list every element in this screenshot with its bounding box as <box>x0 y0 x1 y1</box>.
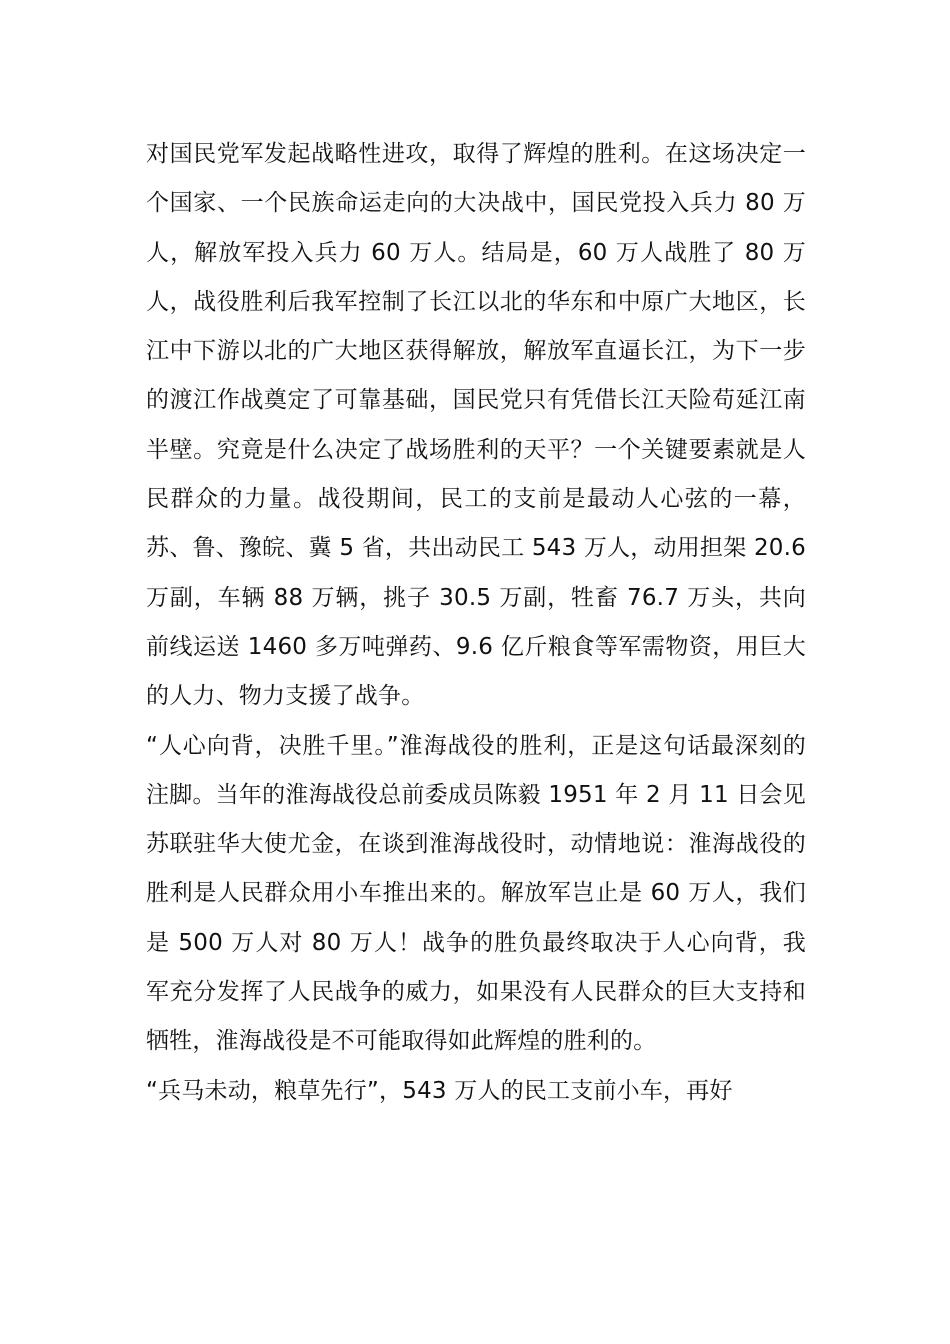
paragraph-3: “兵马未动，粮草先行”，543 万人的民工支前小车，再好 <box>146 1077 733 1104</box>
paragraph-1: 对国民党军发起战略性进攻，取得了辉煌的胜利。在这场决定一个国家、一个民族命运走向的大决战中，国民党投入兵力 80 万人，解放军投入兵力 60 万人。结局是，60 万人战胜了 80 万人，战役胜利后我军控制了长江以北的华东和中原广大地区，长江中下游以北的广大地区获得解放，解放军直逼长江，为下一步的渡江作战奠定了可靠基础，国民党只有凭借长江天险苟延江南半壁。究竟是什么决定了战场胜利的天平？一个关键要素就是人民群众的力量。战役期间，民工的支前是最动人心弦的一幕，苏、鲁、豫皖、冀 5 省，共出动民工 543 万人，动用担架 20.6 万副，车辆 88 万辆，挑子 30.5 万副，牲畜 76.7 万头，共向前线运送 1460 多万吨弹药、9.6 亿斤粮食等军需物资，用巨大的人力、物力支援了战争。 <box>146 141 806 710</box>
document-body <box>146 130 806 1116</box>
paragraph-2: “人心向背，决胜千里。”淮海战役的胜利，正是这句话最深刻的注脚。当年的淮海战役总前委成员陈毅 1951 年 2 月 11 日会见苏联驻华大使尤金，在谈到淮海战役时，动情地说：淮海战役的胜利是人民群众用小车推出来的。解放军岂止是 60 万人，我们是 500 万人对 80 万人！战争的胜负最终取决于人心向背，我军充分发挥了人民战争的威力，如果没有人民群众的巨大支持和牺牲，淮海战役是不可能取得如此辉煌的胜利的。 <box>146 732 806 1055</box>
